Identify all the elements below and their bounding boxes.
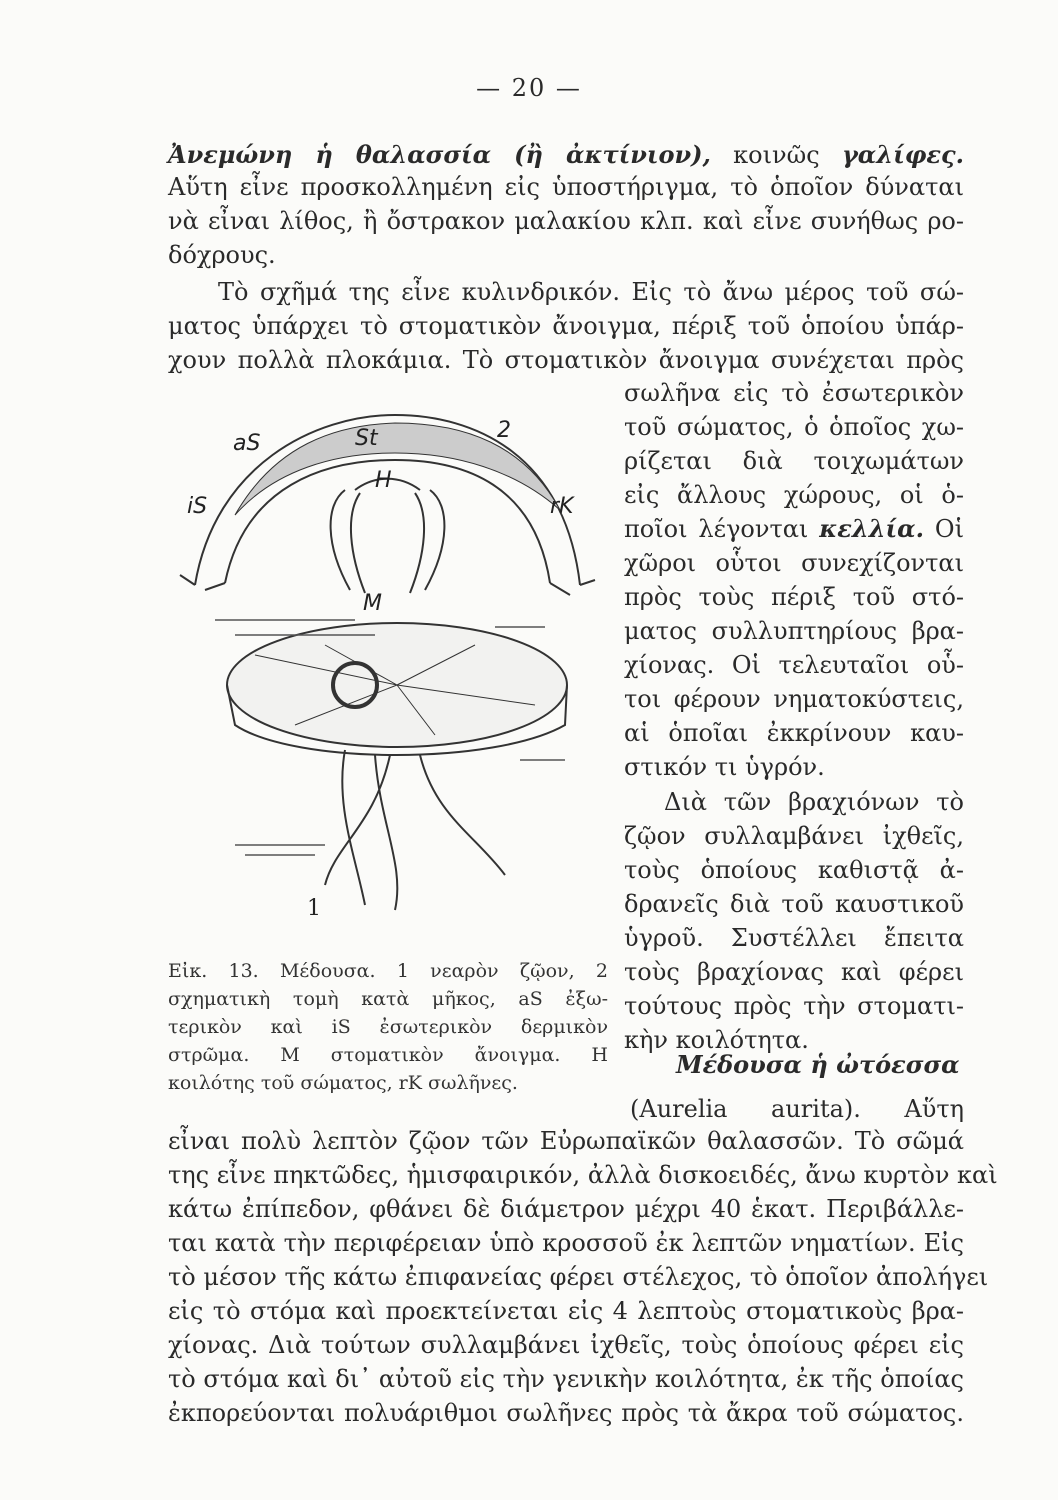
left-rim [180,575,225,590]
label-rK: rK [550,494,574,519]
text-line: τὸ μέσον τῆς κάτω ἐπιφανείας φέρει στέλεχος, τὸ ὁποῖον ἀπολήγει [168,1263,989,1291]
text-line: τοῦ σώματος, ὁ ὁποῖος χω- [624,413,964,441]
text-line: στικόν τι ὑγρόν. [624,753,825,781]
page-number: — 20 — [476,74,582,102]
text-line: τὸ στόμα καὶ δι᾽ αὐτοῦ εἰς τὴν γενικὴν κοιλότητα, ἐκ τῆς ὁποίας [168,1365,964,1393]
label-H: H [375,468,392,493]
text-line: ὑγροῦ. Συστέλλει ἔπειτα [624,924,964,952]
text-line: (Aurelia aurita). Αὕτη [630,1095,964,1123]
text-line: ματος ὑπάρχει τὸ στοματικὸν ἄνοιγμα, πέριξ τοῦ ὁποίου ὑπάρ- [168,312,964,340]
text-line: τοὺς ὁποίους καθιστᾷ ἀ- [624,856,964,884]
text-line: τοι φέρουν νηματοκύστεις, [624,685,964,713]
heading-anemone-common-name: γαλίφες. [841,140,964,169]
text-line: νὰ εἶναι λίθος, ἢ ὄστρακον μαλακίου κλπ. καὶ εἶνε συνήθως ρο- [168,207,964,235]
caption-line: κοιλότης τοῦ σώματος, rK σωλῆνες. [168,1072,518,1094]
oral-arms [325,750,505,910]
text-line: Αὕτη εἶνε προσκολλημένη εἰς ὑποστήριγμα, τὸ ὁποῖον δύναται [168,173,964,201]
text-line: αἱ ὁποῖαι ἐκκρίνουν καυ- [624,719,964,747]
gelatinous-mass [235,423,560,515]
text-line: τοὺς βραχίονας καὶ φέρει [624,958,964,986]
text-line: Τὸ σχῆμά της εἶνε κυλινδρικόν. Εἰς τὸ ἄνω μέρος τοῦ σώ- [218,278,964,306]
text-line: ται κατὰ τὴν περιφέρειαν ὑπὸ κροσσοῦ ἐκ λεπτῶν νηματίων. Εἰς [168,1229,964,1257]
jellyfish-drawing [227,623,567,910]
text-line: εἰς τὸ στόμα καὶ προεκτείνεται εἰς 4 λεπτοὺς στοματικοὺς βρα- [168,1297,964,1325]
text-line: της εἶνε πηκτῶδες, ἡμισφαιρικόν, ἀλλὰ δισκοειδές, ἄνω κυρτὸν καὶ [168,1161,998,1189]
term-kellia: κελλία. [819,514,924,543]
text-line [624,514,964,544]
text-line: χουν πολλὰ πλοκάμια. Τὸ στοματικὸν ἄνοιγμα συνέχεται πρὸς [168,346,964,374]
text-line: Διὰ τῶν βραχιόνων τὸ [664,788,964,816]
text-line: ζῷον συλλαμβάνει ἰχθεῖς, [624,822,964,850]
caption-line: Εἰκ. 13. Μέδουσα. 1 νεαρὸν ζῷον, 2 [168,960,608,982]
heading-anemone [168,140,964,170]
heading-anemone-title: Ἀνεμώνη ἡ θαλασσία (ἢ ἀκτίνιον), [168,140,711,169]
text-line: ἐκπορεύονται πολυάριθμοι σωλῆνες πρὸς τὰ ἄκρα τοῦ σώματος. [168,1399,964,1427]
text-line: εἶναι πολὺ λεπτὸν ζῷον τῶν Εὐρωπαϊκῶν θαλασσῶν. Τὸ σῶμά [168,1127,964,1155]
text-line: κὴν κοιλότητα. [624,1026,809,1054]
text-fragment: ποῖοι λέγονται [624,515,809,543]
caption-line: σχηματικὴ τομὴ κατὰ μῆκος, aS ἐξω- [168,988,608,1010]
left-arm [331,490,365,593]
label-iS: iS [187,494,208,519]
heading-anemone-common-word: κοινῶς [733,141,820,169]
right-arm [410,490,444,593]
text-fragment: Οἱ [934,515,964,543]
medusa-figure [175,405,620,920]
text-line: χῶροι οὗτοι συνεχίζονται [624,549,964,577]
label-2: 2 [497,418,511,443]
text-line: κάτω ἐπίπεδον, φθάνει δὲ διάμετρον μέχρι 40 ἑκατ. Περιβάλλε- [168,1195,964,1223]
right-rim [550,580,595,595]
text-line: ρίζεται διὰ τοιχωμάτων [624,447,964,475]
label-aS: aS [233,431,261,456]
text-line: ματος συλλυπτηρίους βρα- [624,617,964,645]
text-line: χίονας. Διὰ τούτων συλλαμβάνει ἰχθεῖς, τοὺς ὁποίους φέρει εἰς [168,1331,964,1359]
text-line: δρανεῖς διὰ τοῦ καυστικοῦ [624,890,964,918]
heading-medusa: Μέδουσα ἡ ὠτόεσσα [676,1050,960,1079]
text-line: χίονας. Οἱ τελευταῖοι οὗ- [624,651,964,679]
caption-line: στρῶμα. Μ στοματικὸν ἄνοιγμα. Η [168,1044,608,1066]
label-St: St [355,426,378,451]
text-line: δόχρους. [168,241,276,269]
text-line: τούτους πρὸς τὴν στοματι- [624,992,964,1020]
text-line: σωλῆνα εἰς τὸ ἐσωτερικὸν [624,379,964,407]
label-M: M [363,591,382,616]
text-line: πρὸς τοὺς πέριξ τοῦ στό- [624,583,964,611]
text-line: εἰς ἄλλους χώρους, οἱ ὁ- [624,481,964,509]
caption-line: τερικὸν καὶ iS ἐσωτερικὸν δερμικὸν [168,1016,608,1038]
label-1: 1 [307,896,321,920]
